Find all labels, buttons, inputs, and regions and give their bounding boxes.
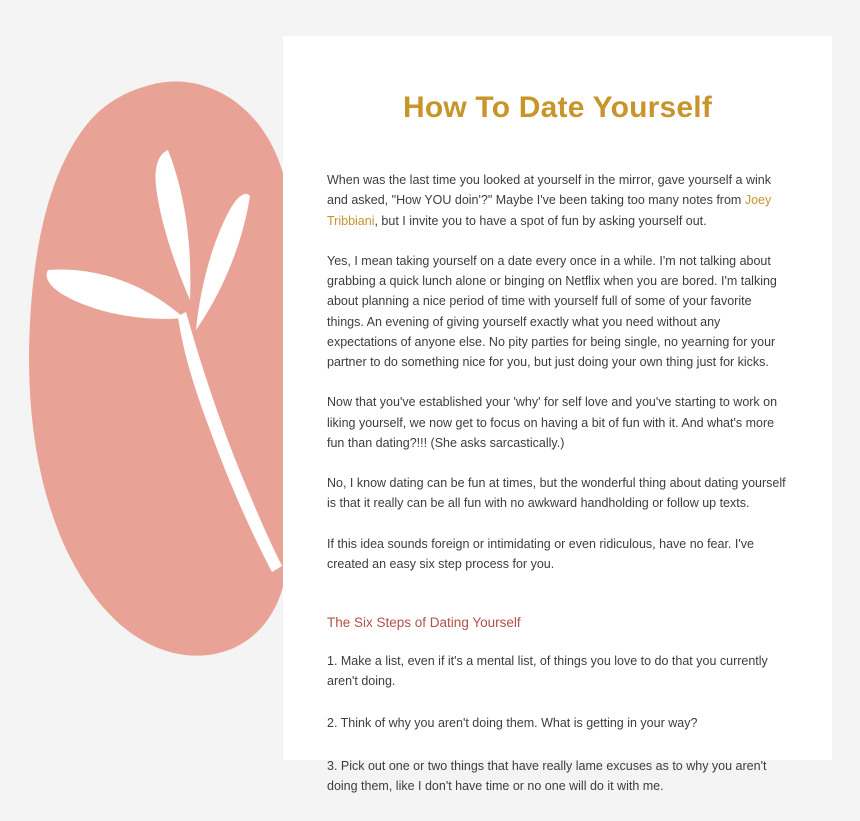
paragraph: Yes, I mean taking yourself on a date every once in a while. I'm not talking about grabbing a quick lunch alone or binging on Netflix when you are bored. I'm talking about planning a nice period of time with yourself full of some of your favorite things. An evening of giving yourself exactly what you need without any expectations of anyone else. No pity parties for being single, no yearning for your partner to do something nice for you, but just doing your own thing just for kicks.	[327, 253, 777, 369]
list-item: 1. Make a list, even if it's a mental list, of things you love to do that you currently aren't doing.	[327, 653, 768, 689]
inline-link[interactable]: Joey Tribbiani	[327, 193, 772, 228]
section-heading: The Six Steps of Dating Yourself	[327, 615, 521, 630]
white-leaf-illustration	[47, 150, 282, 572]
paragraph: If this idea sounds foreign or intimidating or even ridiculous, have no fear. I've created an easy six step process for you.	[327, 536, 754, 571]
paragraph: When was the last time you looked at yourself in the mirror, gave yourself a wink and asked, "How YOU doin'?" Maybe I've been taking too many notes from Joey Tribbiani, but I invite you to have a spot of fun by asking yourself out.	[327, 173, 772, 228]
list-item: 3. Pick out one or two things that have really lame excuses as to why you aren't doing them, like I don't have time or no one will do it with me.	[327, 758, 767, 793]
list-item: 2. Think of why you aren't doing them. What is getting in your way?	[327, 716, 698, 731]
paragraph: No, I know dating can be fun at times, but the wonderful thing about dating yourself is that it really can be all fun with no awkward handholding or follow up texts.	[327, 476, 786, 511]
article-body	[327, 170, 788, 796]
pink-blob-shape	[29, 82, 297, 656]
article-card	[283, 36, 832, 793]
page-title: How To Date Yourself	[402, 91, 713, 124]
paragraph: Now that you've established your 'why' for self love and you've starting to work on liking yourself, we now get to focus on having a bit of fun with it. And what's more fun than dating?!!! (She asks sarcastically.)	[327, 395, 778, 450]
